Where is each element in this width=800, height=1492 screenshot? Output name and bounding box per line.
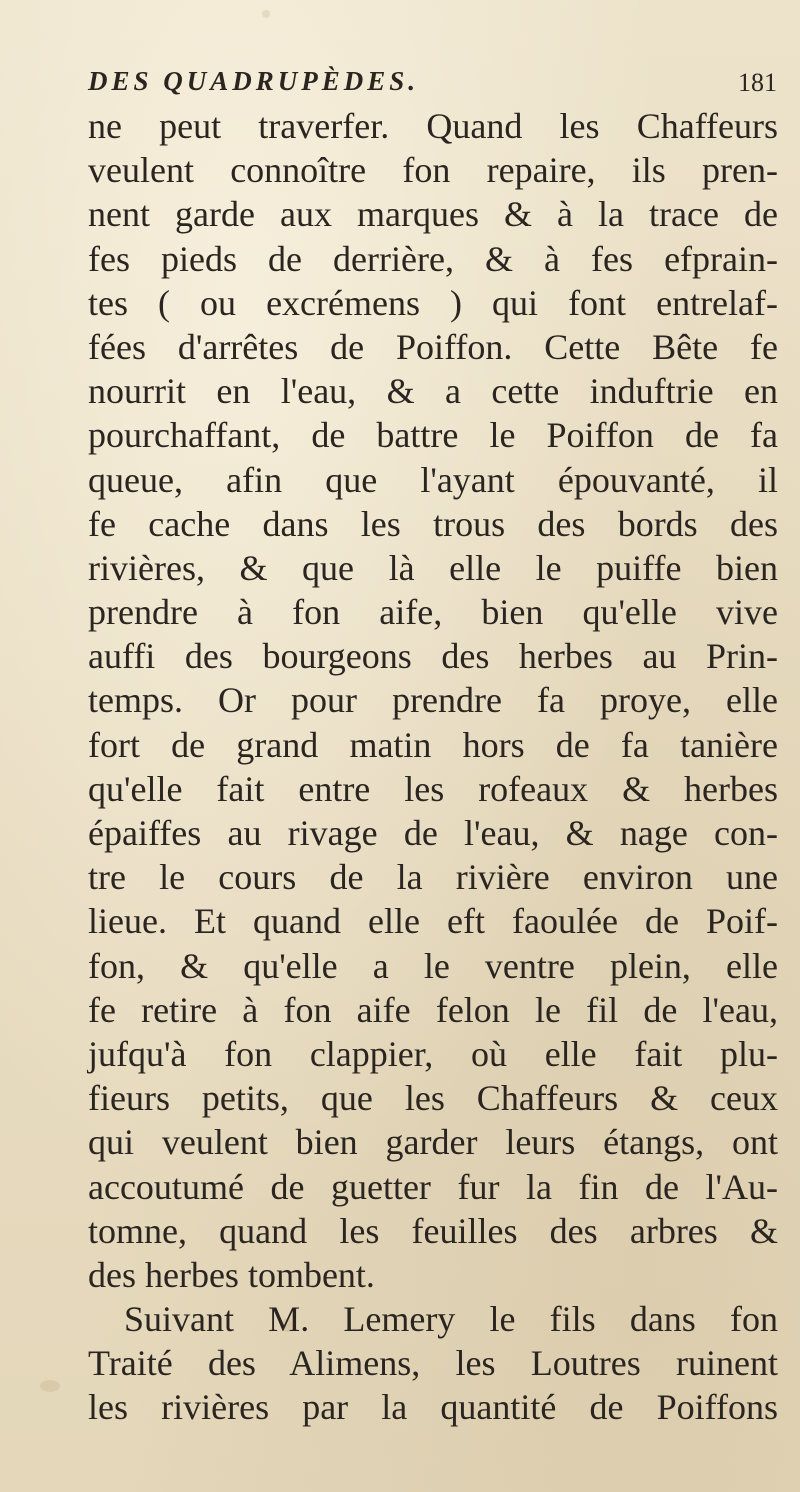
- text-line: accoutumé de guetter fur la fin de l'Au-: [88, 1166, 778, 1207]
- paper-stain: [262, 10, 270, 18]
- text-line: fe retire à fon aife felon le fil de l'eau,: [88, 989, 778, 1030]
- text-line: tes ( ou excrémens ) qui font entrelaf-: [88, 282, 778, 323]
- text-line: les rivières par la quantité de Poiffons: [88, 1387, 778, 1428]
- text-line: rivières, & que là elle le puiffe bien: [88, 547, 778, 588]
- text-line: jufqu'à fon clappier, où elle fait plu-: [88, 1033, 778, 1074]
- text-line: queue, afin que l'ayant épouvanté, il: [88, 459, 778, 500]
- text-line: fon, & qu'elle a le ventre plein, elle: [88, 945, 778, 986]
- text-line: fort de grand matin hors de fa tanière: [88, 724, 778, 765]
- text-line: pourchaffant, de battre le Poiffon de fa: [88, 415, 778, 456]
- text-line: ne peut traverfer. Quand les Chaffeurs: [88, 106, 778, 146]
- text-line: veulent connoître fon repaire, ils pren-: [88, 150, 778, 191]
- text-line: des herbes tombent.: [88, 1254, 375, 1295]
- body-text: [88, 104, 778, 1430]
- text-line: qui veulent bien garder leurs étangs, ont: [88, 1122, 778, 1163]
- text-line: fées d'arrêtes de Poiffon. Cette Bête fe: [88, 326, 778, 367]
- text-line: auffi des bourgeons des herbes au Prin-: [88, 636, 778, 677]
- text-line: épaiffes au rivage de l'eau, & nage con-: [88, 813, 778, 853]
- text-line: fieurs petits, que les Chaffeurs & ceux: [88, 1078, 778, 1119]
- text-line: Traité des Alimens, les Loutres ruinent: [88, 1343, 778, 1384]
- page-number: 181: [738, 68, 777, 97]
- text-line: tre le cours de la rivière environ une: [88, 857, 778, 898]
- text-line: fes pieds de derrière, & à fes efprain-: [88, 238, 778, 279]
- text-line: nent garde aux marques & à la trace de: [88, 194, 778, 235]
- text-line: fe cache dans les trous des bords des: [88, 503, 778, 544]
- text-line: nourrit en l'eau, & a cette induftrie en: [88, 371, 778, 412]
- text-line: Suivant M. Lemery le fils dans fon: [124, 1299, 778, 1340]
- text-line: tomne, quand les feuilles des arbres &: [88, 1210, 778, 1251]
- text-line: qu'elle fait entre les rofeaux & herbes: [88, 768, 778, 809]
- running-head: DES QUADRUPÈDES.: [88, 66, 420, 96]
- text-line: lieue. Et quand elle eft faoulée de Poif-: [88, 901, 778, 942]
- text-line: temps. Or pour prendre fa proye, elle: [88, 680, 778, 721]
- paper-stain: [40, 1380, 60, 1392]
- text-line: prendre à fon aife, bien qu'elle vive: [88, 592, 778, 633]
